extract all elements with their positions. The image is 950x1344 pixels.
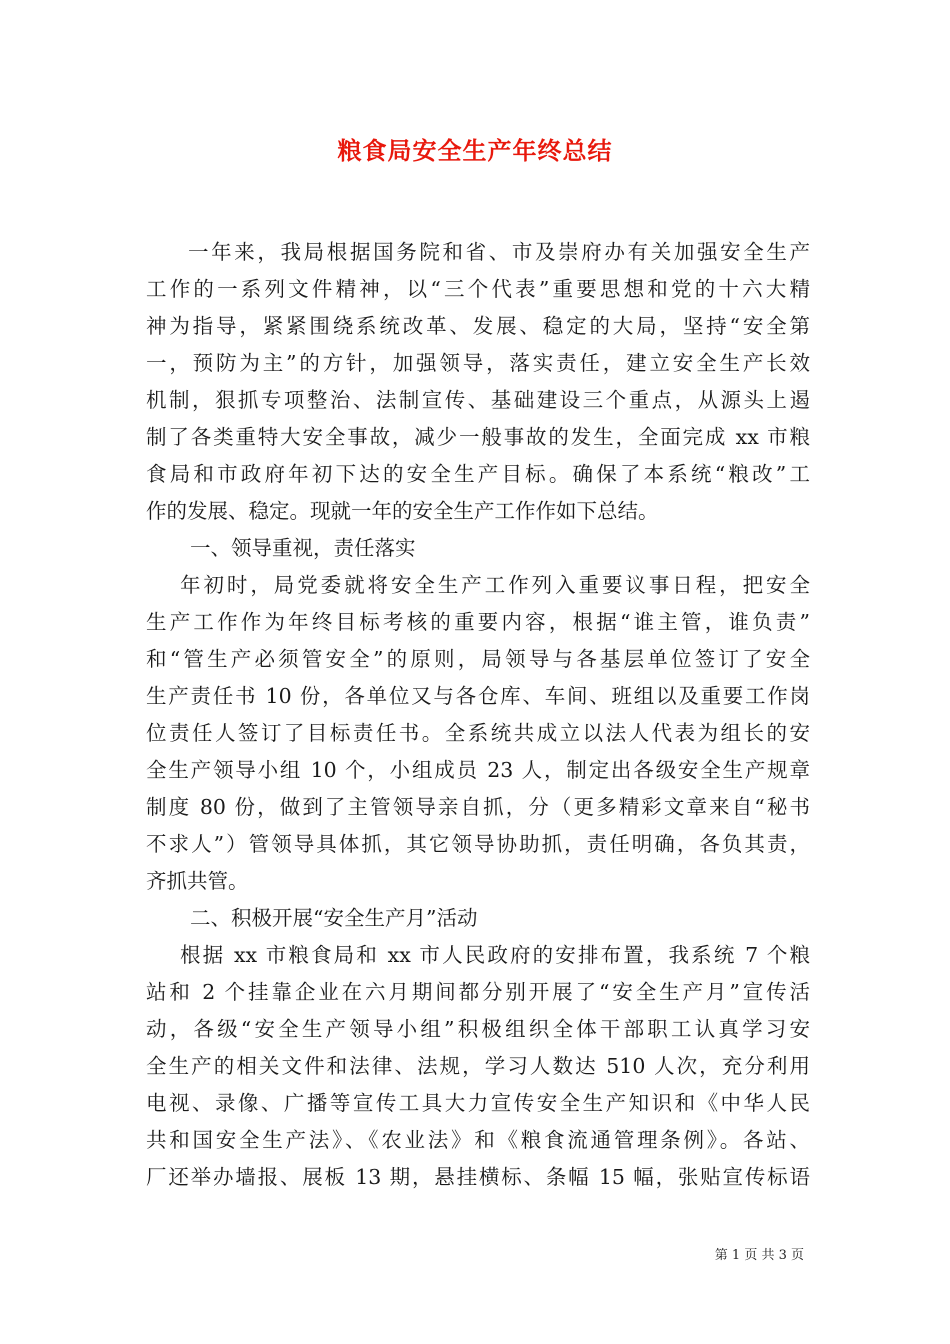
- text-line: 神为指导，紧紧围绕系统改革、发展、稳定的大局，坚持“安全第: [146, 314, 810, 338]
- text-line: 动，各级“安全生产领导小组”积极组织全体干部职工认真学习安: [146, 1017, 810, 1041]
- text-line: 齐抓共管。: [146, 869, 249, 893]
- text-line: 制了各类重特大安全事故，减少一般事故的发生，全面完成 xx 市粮: [146, 425, 810, 449]
- text-line: 作的发展、稳定。现就一年的安全生产工作作如下总结。: [146, 499, 659, 523]
- text-line: 机制，狠抓专项整治、法制宣传、基础建设三个重点，从源头上遏: [146, 388, 810, 412]
- text-line: 全生产领导小组 10 个，小组成员 23 人，制定出各级安全生产规章: [146, 758, 810, 782]
- text-line: 一，预防为主”的方针，加强领导，落实责任，建立安全生产长效: [146, 351, 810, 375]
- text-line: 全生产的相关文件和法律、法规，学习人数达 510 人次，充分利用: [146, 1054, 810, 1078]
- text-line: 根据 xx 市粮食局和 xx 市人民政府的安排布置，我系统 7 个粮: [180, 943, 810, 967]
- text-line: 工作的一系列文件精神，以“三个代表”重要思想和党的十六大精: [146, 277, 810, 301]
- text-line: 不求人”）管领导具体抓，其它领导协助抓，责任明确，各负其责，: [146, 832, 810, 856]
- text-line: 厂还举办墙报、展板 13 期，悬挂横标、条幅 15 幅，张贴宣传标语: [146, 1165, 810, 1189]
- document-body: [146, 234, 810, 1196]
- text-line: 站和 2 个挂靠企业在六月期间都分别开展了“安全生产月”宣传活: [146, 980, 810, 1004]
- text-line: 一年来，我局根据国务院和省、市及崇府办有关加强安全生产: [188, 240, 810, 264]
- text-line: 制度 80 份，做到了主管领导亲自抓，分（更多精彩文章来自“秘书: [146, 795, 810, 819]
- section-heading: 一、领导重视，责任落实: [190, 536, 416, 560]
- text-line: 共和国安全生产法》、《农业法》和《粮食流通管理条例》。各站、: [146, 1128, 810, 1152]
- text-line: 年初时，局党委就将安全生产工作列入重要议事日程，把安全: [180, 573, 810, 597]
- text-line: 食局和市政府年初下达的安全生产目标。确保了本系统“粮改”工: [146, 462, 810, 486]
- document-title: 粮食局安全生产年终总结: [337, 136, 613, 165]
- page-number: 第 1 页 共 3 页: [714, 1248, 804, 1263]
- text-line: 位责任人签订了目标责任书。全系统共成立以法人代表为组长的安: [146, 721, 810, 745]
- text-line: 生产责任书 10 份，各单位又与各仓库、车间、班组以及重要工作岗: [146, 684, 810, 708]
- text-line: 电视、录像、广播等宣传工具大力宣传安全生产知识和《中华人民: [146, 1091, 810, 1115]
- section-heading: 二、积极开展“安全生产月”活动: [190, 906, 478, 930]
- text-line: 生产工作作为年终目标考核的重要内容，根据“谁主管，谁负责”: [146, 610, 810, 634]
- text-line: 和“管生产必须管安全”的原则，局领导与各基层单位签订了安全: [146, 647, 810, 671]
